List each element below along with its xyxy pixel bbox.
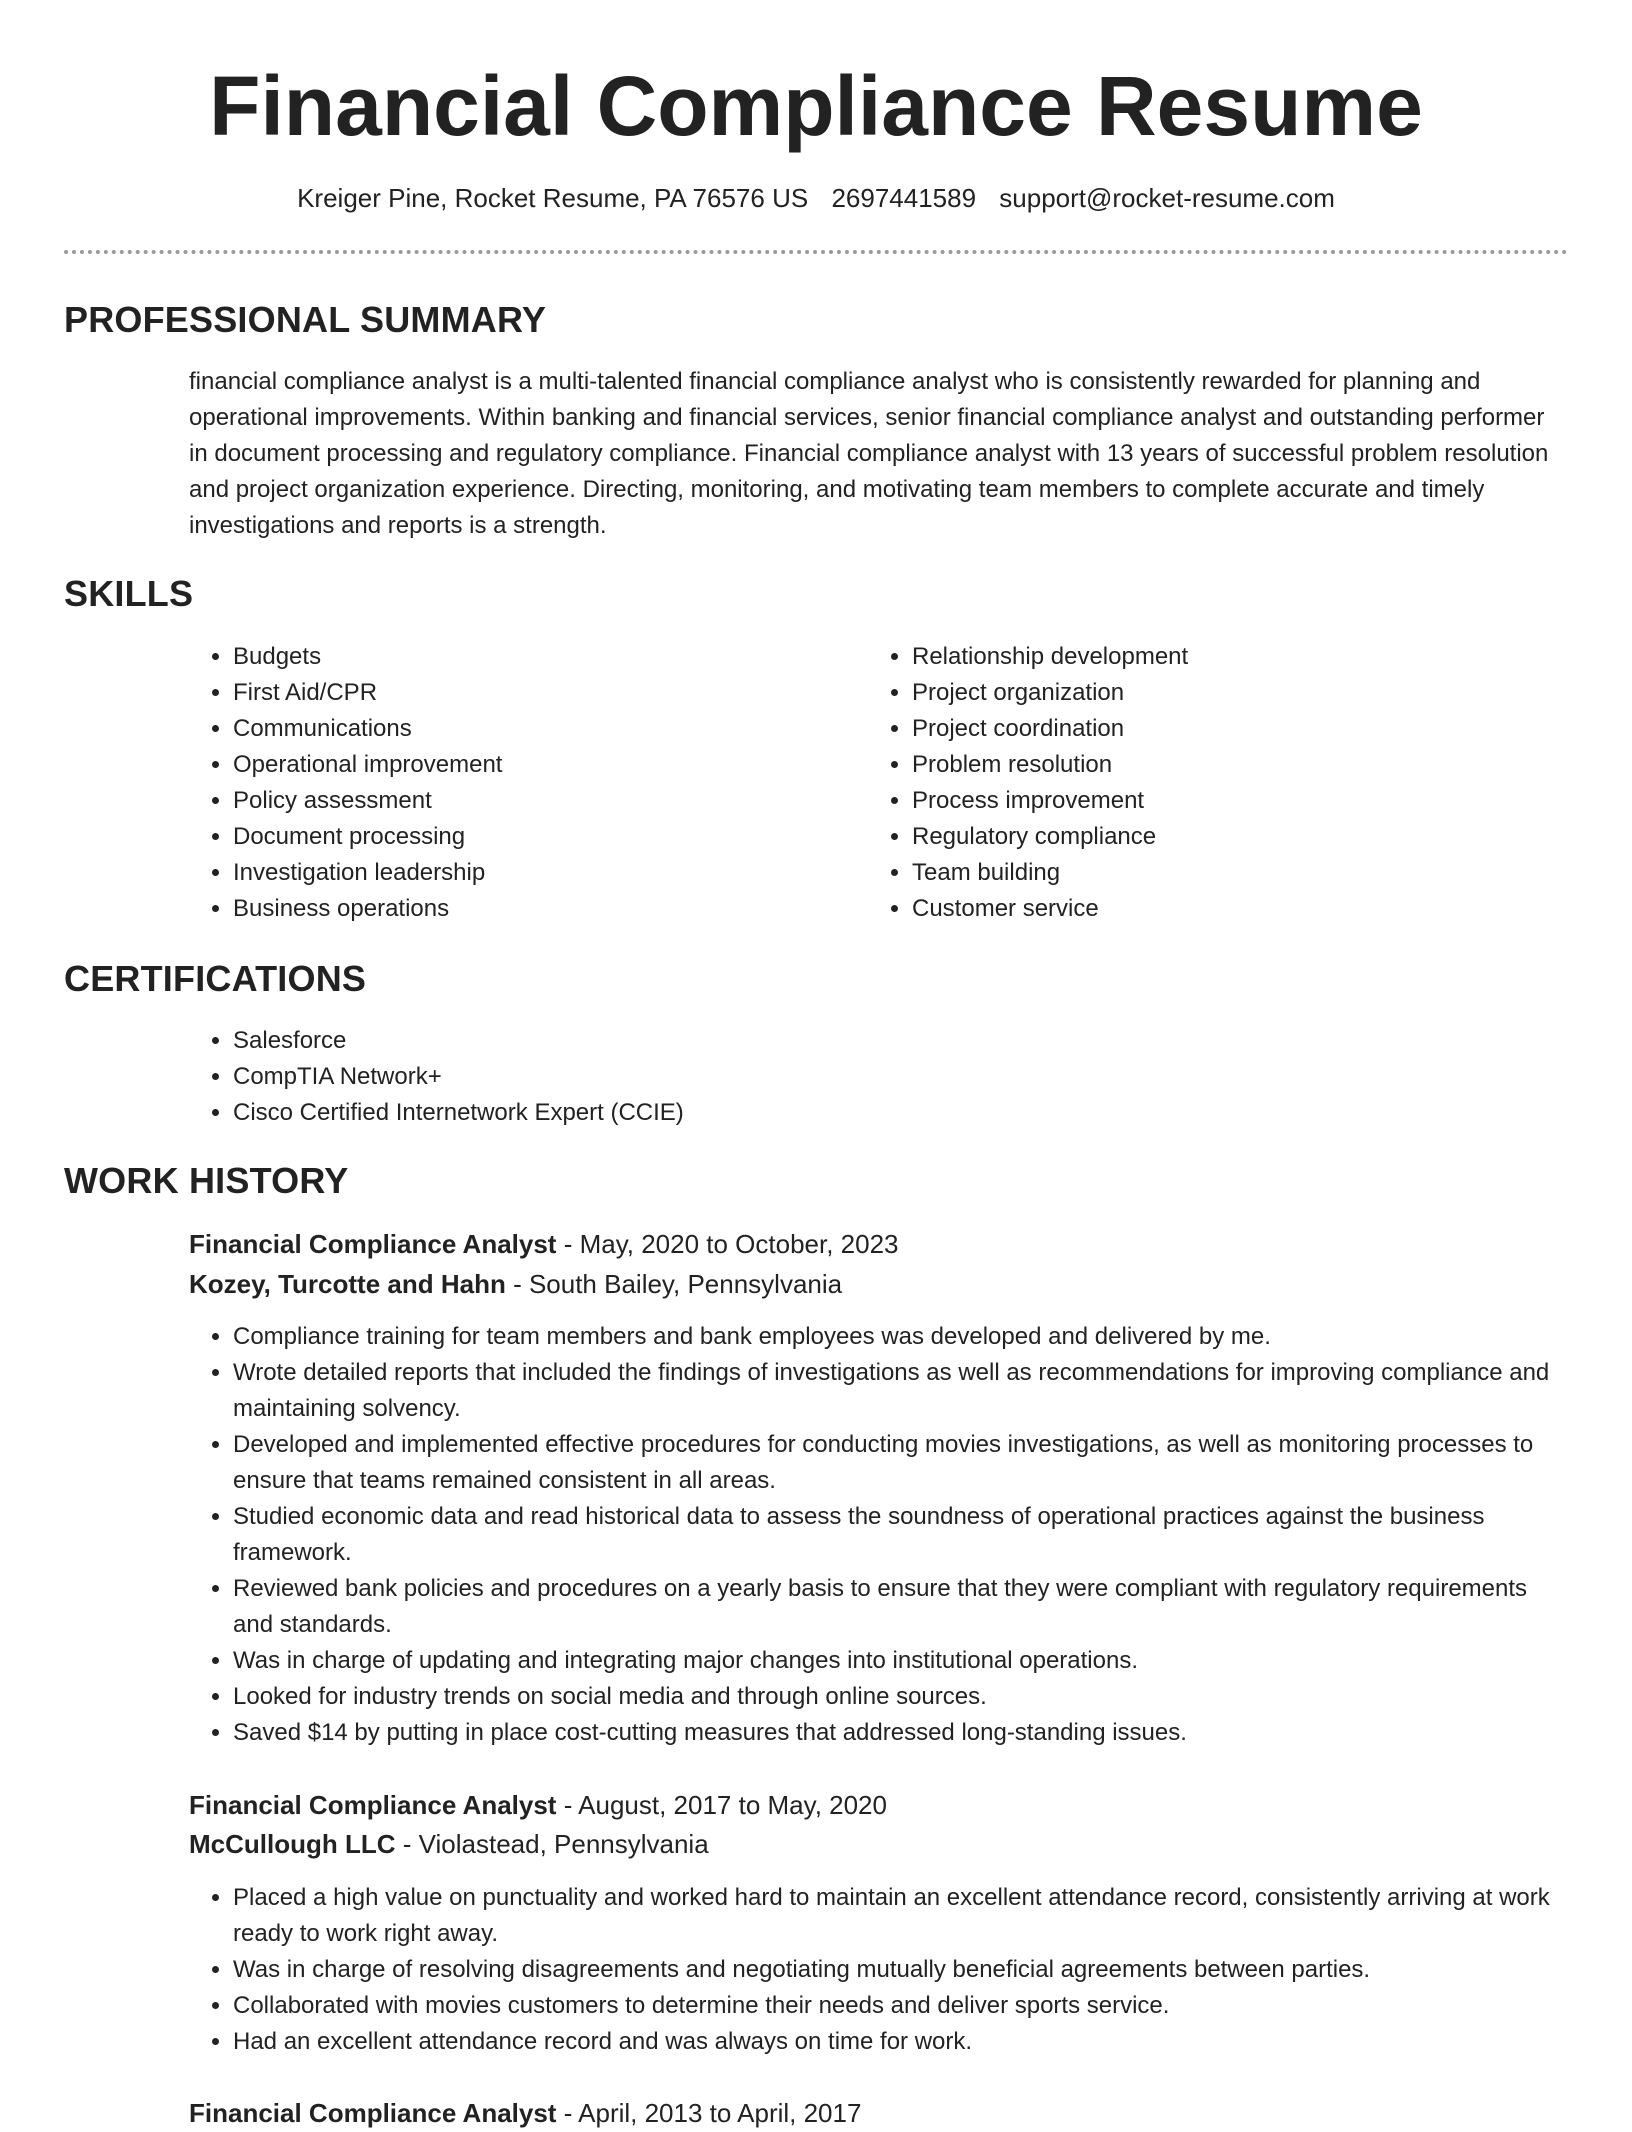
skill-item: • Communications (233, 711, 873, 747)
duty-item: • Collaborated with movies customers to determine their needs and deliver sports service. (233, 1988, 1569, 2024)
skill-item: • Investigation leadership (233, 855, 873, 891)
job-location: - South Bailey, Pennsylvania (505, 1269, 843, 1299)
skill-item: • Project coordination (912, 711, 1552, 747)
skill-item: • Business operations (233, 891, 873, 927)
job-company: Kozey, Turcotte and Hahn (189, 1269, 506, 1299)
job-company-line (189, 1265, 842, 1303)
job-company-line (189, 1825, 709, 1863)
job-company: McCullough LLC (189, 1829, 396, 1859)
duty-item: • Looked for industry trends on social media and through online sources. (233, 1679, 1569, 1715)
skill-item: • Budgets (233, 639, 873, 675)
skill-item: • Process improvement (912, 783, 1552, 819)
certification-item: • Cisco Certified Internetwork Expert (CCIE) (233, 1095, 1433, 1131)
skills-list-right (868, 639, 1552, 927)
skill-item: • Document processing (233, 819, 873, 855)
certification-item: • CompTIA Network+ (233, 1059, 1433, 1095)
duty-item: • Had an excellent attendance record and was always on time for work. (233, 2024, 1569, 2060)
skills-list-left (189, 639, 873, 927)
duty-item: • Developed and implemented effective procedures for conducting movies investigations, as well as monitoring processes to ensure that teams remained consistent in all areas. (233, 1427, 1569, 1499)
duty-item: • Saved $14 by putting in place cost-cutting measures that addressed long-standing issues. (233, 1715, 1569, 1751)
job-title: Financial Compliance Analyst (189, 2098, 557, 2128)
work-history-heading: WORK HISTORY (64, 1160, 349, 1201)
duty-item: • Compliance training for team members and bank employees was developed and delivered by me. (233, 1319, 1569, 1355)
job-duties-list (189, 1880, 1569, 2060)
skill-item: • Customer service (912, 891, 1552, 927)
skill-item: • Problem resolution (912, 747, 1552, 783)
contact-phone: 2697441589 (831, 183, 977, 213)
skills-heading: SKILLS (64, 573, 194, 614)
summary-text: financial compliance analyst is a multi-talented financial compliance analyst who is consistently rewarded for planning and operational improvements. Within banking and financial services, senior financial compliance analyst and outstanding performer in document processing and regulatory compliance. Financial compliance analyst with 13 years of successful problem resolution and project organization experience. Directing, monitoring, and motivating team members to complete accurate and timely investigations and reports is a strength. (189, 368, 1549, 539)
certification-item: • Salesforce (233, 1023, 1433, 1059)
skill-item: • Regulatory compliance (912, 819, 1552, 855)
resume-title: Financial Compliance Resume (209, 59, 1423, 153)
duty-item: • Was in charge of updating and integrating major changes into institutional operations. (233, 1643, 1569, 1679)
skill-item: • Team building (912, 855, 1552, 891)
duty-item: • Wrote detailed reports that included the findings of investigations as well as recommendations for improving compliance and maintaining solvency. (233, 1355, 1569, 1427)
skill-item: • First Aid/CPR (233, 675, 873, 711)
job-title-line (189, 1786, 887, 1824)
job-dates: - April, 2013 to April, 2017 (556, 2098, 862, 2128)
contact-email: support@rocket-resume.com (999, 183, 1335, 213)
skill-item: • Policy assessment (233, 783, 873, 819)
duty-item: • Reviewed bank policies and procedures on a yearly basis to ensure that they were compliant with regulatory requirements and standards. (233, 1571, 1569, 1643)
job-location: - Violastead, Pennsylvania (395, 1829, 709, 1859)
duty-item: • Was in charge of resolving disagreements and negotiating mutually beneficial agreements between parties. (233, 1952, 1569, 1988)
certifications-list (189, 1023, 1433, 1131)
summary-heading: PROFESSIONAL SUMMARY (64, 299, 547, 340)
duty-item: • Placed a high value on punctuality and worked hard to maintain an excellent attendance record, consistently arriving at work ready to work right away. (233, 1880, 1569, 1952)
certifications-heading: CERTIFICATIONS (64, 958, 367, 999)
skill-item: • Project organization (912, 675, 1552, 711)
contact-line (0, 180, 1632, 216)
job-title: Financial Compliance Analyst (189, 1229, 557, 1259)
job-title-line (189, 1225, 899, 1263)
skill-item: • Operational improvement (233, 747, 873, 783)
duty-item: • Studied economic data and read historical data to assess the soundness of operational practices against the business framework. (233, 1499, 1569, 1571)
contact-address: Kreiger Pine, Rocket Resume, PA 76576 US (297, 183, 809, 213)
job-dates: - May, 2020 to October, 2023 (556, 1229, 899, 1259)
skill-item: • Relationship development (912, 639, 1552, 675)
job-title: Financial Compliance Analyst (189, 1790, 557, 1820)
job-dates: - August, 2017 to May, 2020 (556, 1790, 887, 1820)
header-divider (64, 250, 1568, 254)
job-title-line (189, 2094, 861, 2132)
job-duties-list (189, 1319, 1569, 1751)
